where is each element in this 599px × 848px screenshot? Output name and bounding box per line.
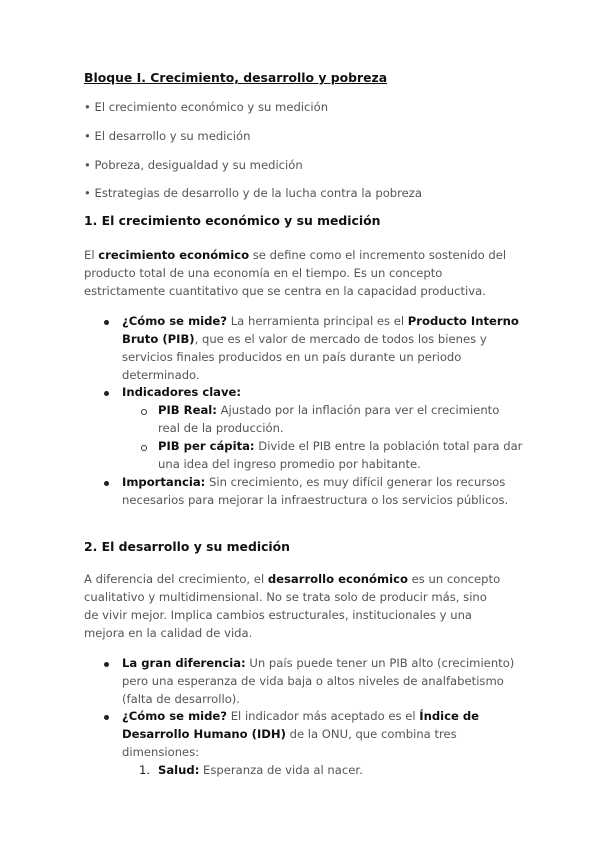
toc-item: • Estrategias de desarrollo y de la lucha contra la pobreza [84, 186, 422, 200]
toc-item: • El desarrollo y su medición [84, 129, 251, 143]
list-item-line: pero una esperanza de vida baja o altos niveles de analfabetismo [122, 674, 504, 688]
bullet-dot-icon [104, 320, 109, 325]
sub-bullet-circle-icon [141, 409, 147, 415]
list-item-line: Desarrollo Humano (IDH) de la ONU, que combina tres [122, 727, 457, 741]
list-item-line: ¿Cómo se mide? La herramienta principal es el Producto Interno [122, 314, 519, 328]
list-item-line: necesarios para mejorar la infraestructura o los servicios públicos. [122, 493, 509, 507]
list-item-line: dimensiones: [122, 745, 200, 759]
list-item-line: Importancia: Sin crecimiento, es muy difícil generar los recursos [122, 475, 506, 489]
bullet-dot-icon [104, 662, 109, 667]
list-item-line: (falta de desarrollo). [122, 692, 240, 706]
bullet-dot-icon [104, 481, 109, 486]
paragraph-line: mejora en la calidad de vida. [84, 626, 253, 640]
sub-list-item-line: una idea del ingreso promedio por habitante. [158, 457, 421, 471]
sub-list-item-line: PIB per cápita: Divide el PIB entre la población total para dar [158, 439, 523, 453]
section-heading: 1. El crecimiento económico y su medición [84, 213, 381, 228]
bullet-dot-icon [104, 391, 109, 396]
section-heading: 2. El desarrollo y su medición [84, 539, 290, 554]
paragraph-line: cualitativo y multidimensional. No se trata solo de producir más, sino [84, 590, 487, 604]
paragraph-line: producto total de una economía en el tiempo. Es un concepto [84, 266, 443, 280]
paragraph-line: El crecimiento económico se define como el incremento sostenido del [84, 248, 507, 262]
numbered-list-item: Salud: Esperanza de vida al nacer. [158, 763, 363, 777]
document-title: Bloque I. Crecimiento, desarrollo y pobreza [84, 70, 388, 85]
toc-item: • Pobreza, desigualdad y su medición [84, 158, 303, 172]
list-number: 1. [139, 763, 151, 777]
list-item-line: servicios finales producidos en un país durante un periodo [122, 350, 462, 364]
bullet-dot-icon [104, 715, 109, 720]
paragraph-line: de vivir mejor. Implica cambios estructurales, institucionales y una [84, 608, 473, 622]
list-item-line: Bruto (PIB), que es el valor de mercado de todos los bienes y [122, 332, 487, 346]
paragraph-line: estrictamente cuantitativo que se centra en la capacidad productiva. [84, 284, 486, 298]
list-item-line: La gran diferencia: Un país puede tener un PIB alto (crecimiento) [122, 656, 515, 670]
toc-item: • El crecimiento económico y su medición [84, 100, 329, 114]
list-item-line: determinado. [122, 368, 200, 382]
list-item-line: ¿Cómo se mide? El indicador más aceptado es el Índice de [122, 709, 480, 723]
sub-bullet-circle-icon [141, 445, 147, 451]
sub-list-item-line: real de la producción. [158, 421, 284, 435]
paragraph-line: A diferencia del crecimiento, el desarrollo económico es un concepto [84, 572, 501, 586]
sub-list-item-line: PIB Real: Ajustado por la inflación para ver el crecimiento [158, 403, 500, 417]
list-item-label: Indicadores clave: [122, 385, 242, 399]
